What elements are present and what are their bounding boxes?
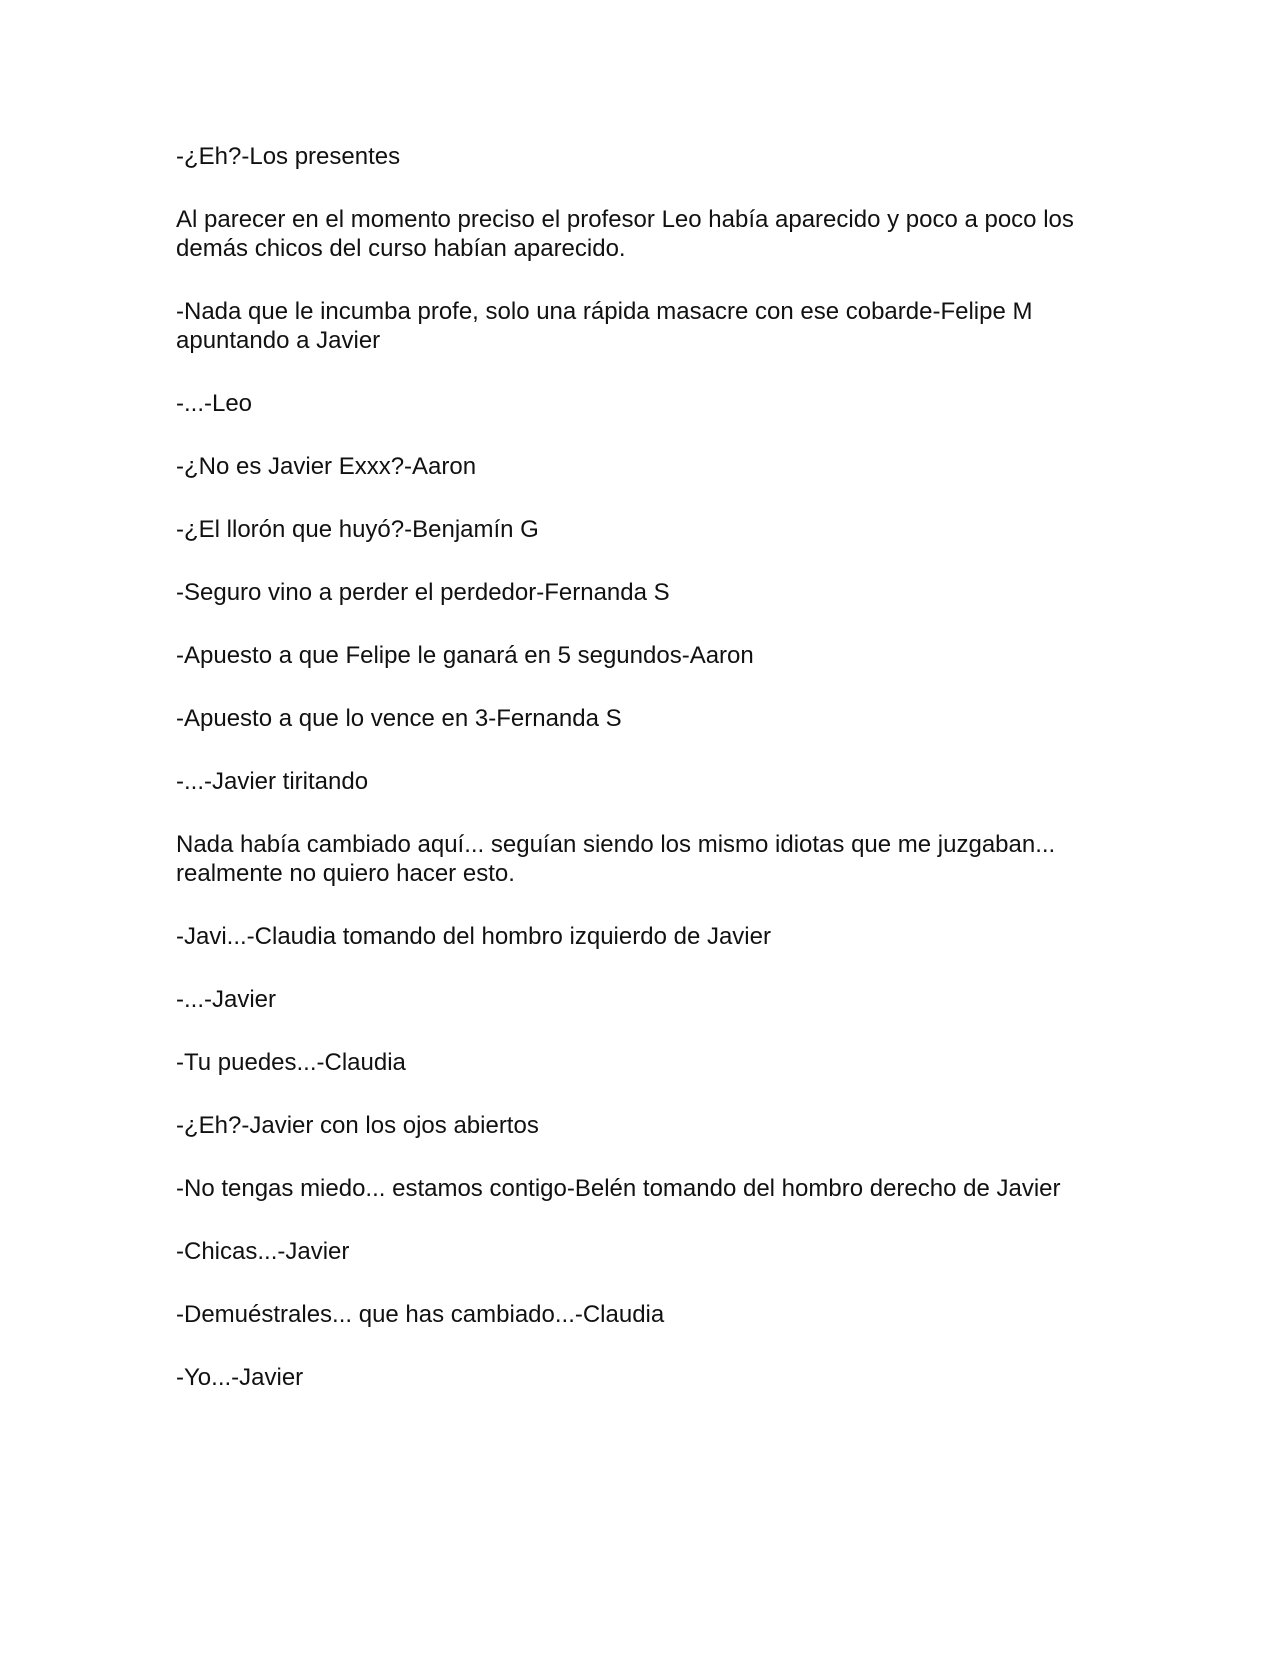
paragraph: -No tengas miedo... estamos contigo-Belén tomando del hombro derecho de Javier bbox=[176, 1175, 1061, 1202]
paragraph: -Chicas...-Javier bbox=[176, 1238, 350, 1265]
paragraph: -Demuéstrales... que has cambiado...-Claudia bbox=[176, 1301, 665, 1328]
paragraph: -...-Javier tiritando bbox=[176, 768, 369, 795]
paragraph: -Apuesto a que Felipe le ganará en 5 segundos-Aaron bbox=[176, 642, 754, 669]
paragraph: -Javi...-Claudia tomando del hombro izquierdo de Javier bbox=[176, 923, 771, 950]
paragraph: -Tu puedes...-Claudia bbox=[176, 1049, 406, 1076]
document-body bbox=[176, 142, 1096, 1426]
paragraph: -...-Leo bbox=[176, 390, 253, 417]
paragraph: -Nada que le incumba profe, solo una rápida masacre con ese cobarde-Felipe M apuntando a Javier bbox=[176, 298, 1033, 354]
paragraph: -¿No es Javier Exxx?-Aaron bbox=[176, 453, 477, 480]
paragraph: -Seguro vino a perder el perdedor-Fernanda S bbox=[176, 579, 670, 606]
paragraph: -¿Eh?-Javier con los ojos abiertos bbox=[176, 1112, 539, 1139]
paragraph: -Apuesto a que lo vence en 3-Fernanda S bbox=[176, 705, 622, 732]
paragraph: -¿El llorón que huyó?-Benjamín G bbox=[176, 516, 539, 543]
paragraph: Nada había cambiado aquí... seguían siendo los mismo idiotas que me juzgaban... realmente no quiero hacer esto. bbox=[176, 831, 1056, 887]
paragraph: Al parecer en el momento preciso el profesor Leo había aparecido y poco a poco los demás chicos del curso habían aparecido. bbox=[176, 206, 1074, 262]
paragraph: -¿Eh?-Los presentes bbox=[176, 143, 401, 170]
paragraph: -Yo...-Javier bbox=[176, 1364, 304, 1391]
paragraph: -...-Javier bbox=[176, 986, 277, 1013]
